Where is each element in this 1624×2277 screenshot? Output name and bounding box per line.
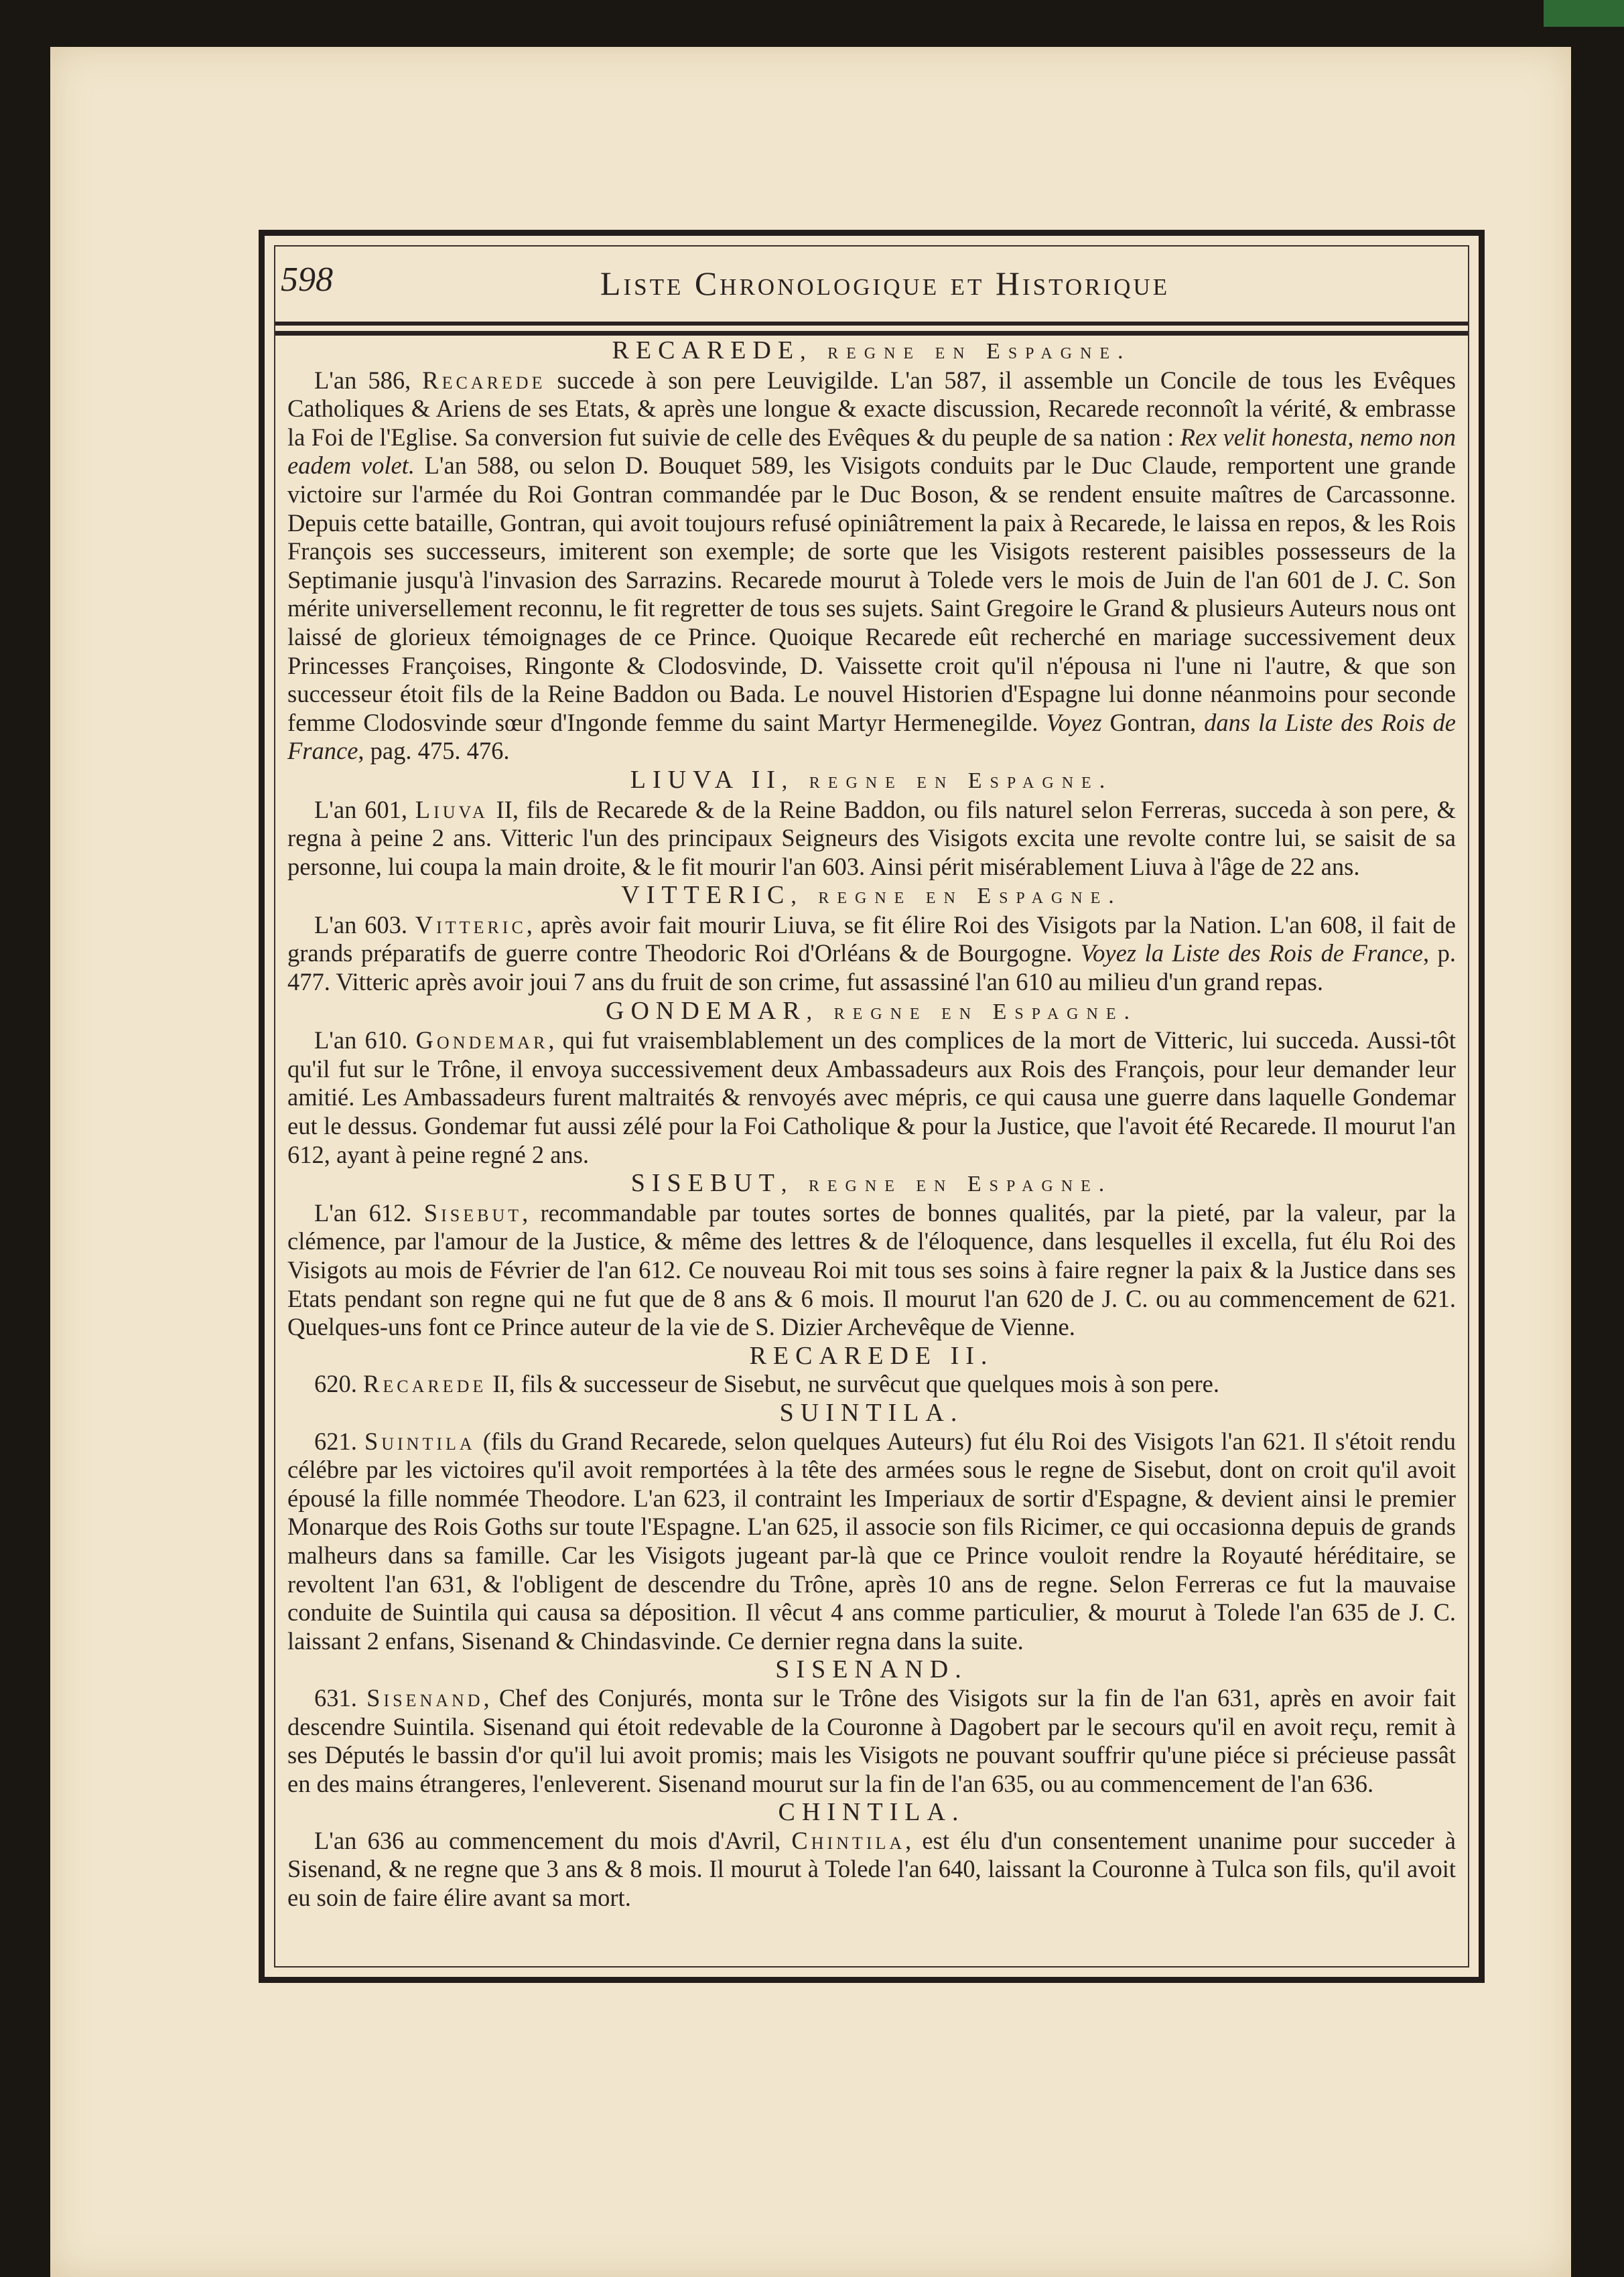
king-name: SISENAND.: [775, 1655, 968, 1684]
running-title: Liste Chronologique et Historique: [600, 265, 1170, 302]
scan-edge: [1544, 0, 1624, 27]
entry-body: [287, 1026, 1456, 1169]
body-text: , p. 477. Vitteric après avoir joui 7 ans du fruit de son crime, fut assassiné l'an 610 au milieu d'un grand repas.: [287, 939, 1456, 996]
body-text: L'an 636 au commencement du mois d'Avril,: [314, 1826, 792, 1854]
king-name: SUINTILA.: [779, 1398, 964, 1427]
body-text: , recommandable par toutes sortes de bonnes qualités, par la pieté, par la valeur, par la clémence, par l'amour de la Justice, & même des lettres & de l'éloquence, dans lesquelles il excella, fut élu Roi des Visigots au mois de Février de l'an 612. Ce nouveau Roi mit tous ses soins à faire regner la paix & la Justice dans ses Etats pendant son regne qui ne fut que de 8 ans & 6 mois. Il mourut l'an 620 de J. C. ou au commencement de 621. Quelques-uns font ce Prince auteur de la vie de S. Dizier Archevêque de Vienne.: [287, 1198, 1456, 1341]
body-text: L'an 603.: [314, 910, 415, 939]
entry-body: [287, 1827, 1456, 1913]
king-name: GONDEMAR: [606, 996, 807, 1025]
body-text: 631.: [314, 1683, 367, 1712]
entry-body: [287, 366, 1456, 766]
italic-text: Rex velit honesta, nemo non eadem volet.: [287, 423, 1456, 480]
header-rule: [275, 331, 1468, 336]
king-name: RECAREDE: [612, 336, 801, 364]
page-header: [278, 260, 1465, 314]
body-text: Gontran,: [1101, 708, 1205, 736]
entry-heading: [287, 1399, 1456, 1428]
name-small-caps: Liuva: [415, 795, 488, 823]
body-text: , pag. 475. 476.: [358, 737, 510, 765]
header-rule: [275, 322, 1468, 326]
name-small-caps: Suintila: [364, 1427, 476, 1455]
body-text: II, fils & successeur de Sisebut, ne survêcut que quelques mois à son pere.: [486, 1370, 1219, 1398]
entry-body: [287, 1684, 1456, 1798]
body-text: , qui fut vraisemblablement un des complices de la mort de Vitteric, lui succeda. Aussi-tôt qu'il fut sur le Trône, il envoya successivement deux Ambassadeurs aux Rois des François, pour leur demander leur amitié. Les Ambassadeurs furent maltraités & renvoyés avec mépris, ce qui causa une guerre dans laquelle Gondemar eut le dessus. Gondemar fut aussi zélé pour la Foi Catholique & pour la Justice, que l'avoit été Recarede. Il mourut l'an 612, ayant à peine regné 2 ans.: [287, 1026, 1456, 1168]
king-name: LIUVA II: [630, 765, 782, 794]
body-text: (fils du Grand Recarede, selon quelques Auteurs) fut élu Roi des Visigots l'an 621. Il s'étoit rendu célébre par les victoires qu'il avoit remportées à la tête des armées sous le regne de Sisebut, dont on croit qu'il avoit épousé la fille nommée Theodore. L'an 623, il contraint les Imperiaux de sortir d'Espagne, & devient ainsi le premier Monarque des Rois Goths sur toute l'Espagne. L'an 625, il associe son fils Ricimer, ce qui occasionna depuis de grands malheurs dans sa famille. Car les Visigots jugeant par-là que ce Prince vouloit rendre la Royauté héréditaire, se revoltent l'an 631, & l'obligent de descendre du Trône, après 10 ans de regne. Selon Ferreras ce fut la mauvaise conduite de Suintila qui causa sa déposition. Il vêcut 4 ans comme particulier, & mourut à Tolede l'an 635 de J. C. laissant 2 enfans, Sisenand & Chindasvinde. Ce dernier regna dans la suite.: [287, 1427, 1457, 1655]
name-small-caps: Gondemar: [415, 1026, 549, 1054]
king-name: VITTERIC: [621, 881, 791, 910]
body-text: succede à son pere Leuvigilde. L'an 587, il assemble un Concile de tous les Evêques Catholiques & Ariens de ses Etats, & après une longue & exacte discussion, Recarede reconnoît la vérité, & embrasse la Foi de l'Eglise. Sa conversion fut suivie de celle des Evêques & du peuple de sa nation :: [287, 366, 1456, 451]
entry-body: [287, 1199, 1456, 1342]
king-name: RECAREDE II.: [749, 1341, 994, 1370]
king-name: CHINTILA.: [778, 1798, 965, 1827]
body-text: , Chef des Conjurés, monta sur le Trône des Visigots sur la fin de l'an 631, après en avoir fait descendre Suintila. Sisenand qui étoit redevable de la Couronne à Dagobert par le secours qu'il en avoit reçu, remit à ses Députés le bassin d'or qu'il lui avoit promis; mais les Visigots ne pouvant souffrir qu'une piéce si précieuse passât en des mains étrangeres, l'enleverent. Sisenand mourut sur la fin de l'an 635, ou au commencement de l'an 636.: [287, 1683, 1457, 1797]
entry-heading: [287, 997, 1456, 1027]
italic-text: dans la Liste des Rois de France: [287, 708, 1457, 765]
entry-heading: [287, 1342, 1456, 1371]
name-small-caps: Chintila: [791, 1826, 906, 1854]
name-small-caps: Recarede: [363, 1370, 487, 1398]
name-small-caps: Sisenand: [366, 1683, 484, 1712]
entry-body: [287, 1428, 1456, 1656]
body-text: L'an 601,: [314, 795, 415, 823]
italic-text: Voyez la Liste des Rois de France: [1080, 939, 1423, 967]
body-text: L'an 588, ou selon D. Bouquet 589, les Visigots conduits par le Duc Claude, remportent une grande victoire sur l'armée du Roi Gontran commandée par le Duc Boson, & se rendent ensuite maîtres de Carcassonne. Depuis cette bataille, Gontran, qui avoit toujours refusé opiniâtrement la paix à Recarede, le laissa en repos, & les Rois François ses successeurs, imiterent son exemple; de sorte que les Visigots resterent paisibles possesseurs de la Septimanie jusqu'à l'invasion des Sarrazins. Recarede mourut à Tolede vers le mois de Juin de l'an 601 de J. C. Son mérite universellement reconnu, le fit regretter de tous ses sujets. Saint Gregoire le Grand & plusieurs Auteurs nous ont laissé de glorieux témoignages de ce Prince. Quoique Recarede eût recherché en mariage successivement deux Princesses Françoises, Ringonte & Clodosvinde, D. Vaissette croit qu'il n'épousa ni l'une ni l'autre, & que son successeur étoit fils de la Reine Baddon ou Bada. Le nouvel Historien d'Espagne lui donne néanmoins pour seconde femme Clodosvinde sœur d'Ingonde femme du saint Martyr Hermenegilde.: [287, 452, 1456, 736]
entry-heading: [287, 336, 1456, 366]
italic-text: Voyez: [1046, 708, 1102, 736]
entry-heading: [287, 1655, 1456, 1684]
page-number: 598: [281, 261, 333, 299]
king-name: SISEBUT: [630, 1169, 781, 1198]
body-text: 620.: [314, 1370, 363, 1398]
name-small-caps: Sisebut: [423, 1198, 523, 1227]
entry-heading: [287, 1798, 1456, 1827]
body-text: , après avoir fait mourir Liuva, se fit élire Roi des Visigots par la Nation. L'an 608, il fait de grands préparatifs de guerre contre Theodoric Roi d'Orléans & de Bourgogne.: [287, 910, 1456, 967]
heading-suffix: , regne en Espagne.: [800, 339, 1132, 364]
body-text: , est élu d'un consentement unanime pour succeder à Sisenand, & ne regne que 3 ans & 8 mois. Il mourut à Tolede l'an 640, laissant la Couronne à Tulca son fils, qu'il avoit eu soin de faire élire avant sa mort.: [287, 1826, 1456, 1912]
heading-suffix: , regne en Espagne.: [806, 999, 1138, 1024]
entry-body: [287, 796, 1456, 882]
body-text: 621.: [314, 1427, 364, 1455]
entry-body: [287, 1370, 1456, 1399]
body-text: II, fils de Recarede & de la Reine Baddon, ou fils naturel selon Ferreras, succeda à son pere, & regna à peine 2 ans. Vitteric l'un des principaux Seigneurs des Visigots excita une revolte contre lui, se saisit de sa personne, lui coupa la main droite, & le fit mourir l'an 603. Ainsi périt misérablement Liuva à l'âge de 22 ans.: [287, 795, 1456, 880]
name-small-caps: Recarede: [422, 366, 546, 394]
body-text: L'an 612.: [314, 1198, 424, 1227]
heading-suffix: , regne en Espagne.: [781, 768, 1113, 793]
page-frame: [259, 230, 1485, 1983]
body-text: L'an 610.: [314, 1026, 416, 1054]
heading-suffix: , regne en Espagne.: [791, 884, 1122, 909]
name-small-caps: Vitteric: [415, 910, 527, 939]
heading-suffix: , regne en Espagne.: [781, 1172, 1113, 1197]
page-content: [287, 336, 1456, 1913]
entry-heading: [287, 1169, 1456, 1199]
entry-body: [287, 911, 1456, 997]
entry-heading: [287, 881, 1456, 911]
entry-heading: [287, 766, 1456, 796]
body-text: L'an 586,: [314, 366, 423, 394]
